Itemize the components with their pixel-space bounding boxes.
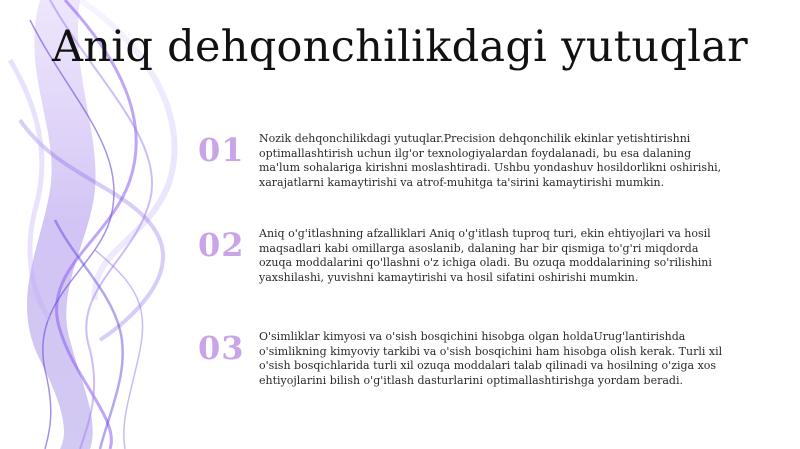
item-text: Nozik dehqonchilikdagi yutuqlar.Precision dehqonchilik ekinlar yetishtirishni optimallashtirish uchun ilg'or texnologiyalardan foydalanadi, bu esa dalaning ma'lum sohalariga kirishni moslashtiradi. Ushbu yondashuv hosildorlikni oshirishi, xarajatlarni kamaytirishi va atrof-muhitga ta'sirini kamaytirishi mumkin. — [259, 132, 722, 189]
item-text: Aniq o'g'itlashning afzalliklari Aniq o'g'itlash tuproq turi, ekin ehtiyojlari va hosil maqsadlari kabi omillarga asoslanib, dalaning har bir qismiga to'g'ri miqdorda ozuqa moddalarini qo'llashni o'z ichiga oladi. Bu ozuqa moddalarining so'rilishini yaxshilashi, yuvishni kamaytirishi va hosil sifatini oshirishi mumkin. — [259, 227, 712, 284]
slide-title: Aniq dehqonchilikdagi yutuqlar — [51, 22, 749, 72]
item-number: 01 — [198, 131, 245, 169]
item-number: 02 — [198, 226, 245, 264]
item-number: 03 — [198, 329, 245, 367]
item-text: O'simliklar kimyosi va o'sish bosqichini hisobga olgan holdaUrug'lantirishda o'simlikning kimyoviy tarkibi va o'sish bosqichini ham hisobga olish kerak. Turli xil o'sish bosqichlarida turli xil ozuqa moddalari talab qilinadi va hosilning o'ziga xos ehtiyojlarini bilish o'g'itlash dasturlarini optimallashtirishga yordam beradi. — [259, 330, 723, 387]
